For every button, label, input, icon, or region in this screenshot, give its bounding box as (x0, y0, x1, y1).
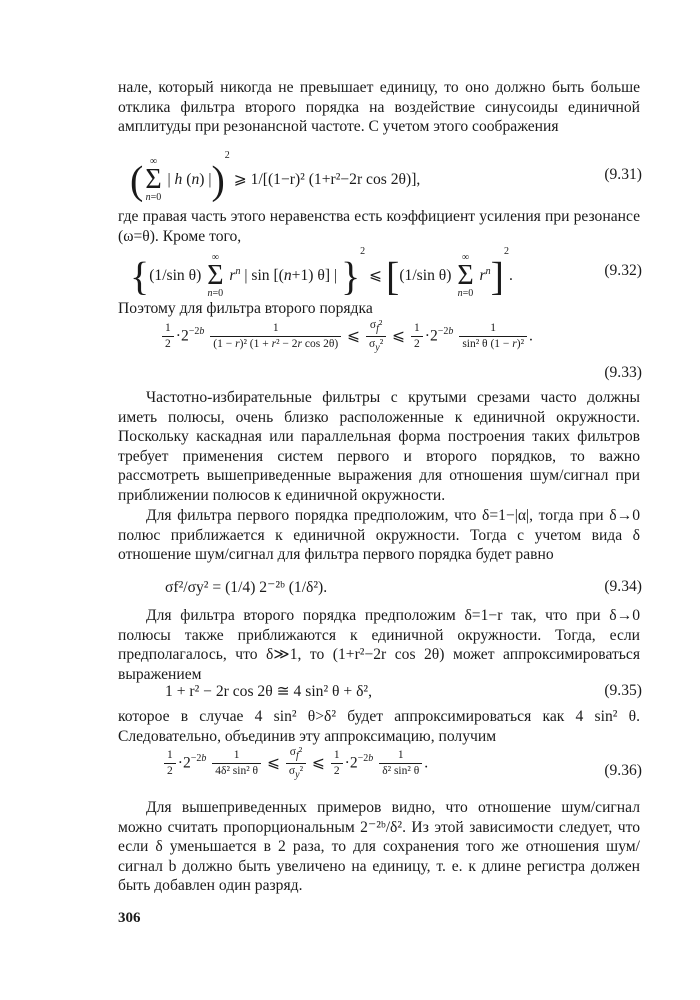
equation-number-9-31: (9.31) (604, 166, 642, 183)
equation-9-36: $\frac{1}{2}$ $\cdot 2^{-2b}$ $\frac{1}{\text{4δ² sin² θ}}$ ⩽ $\frac{\sigma_f^2}{\sigma_y^2}$ ⩽ $\frac{1}{2}$ $\cdot 2^{-2b}$ $\frac{1}{\text{δ² sin² θ}}$ . (162, 745, 428, 783)
paragraph-1: нале, который никогда не превышает единицу, то оно должно быть больше отклика фильтра второго порядка на воздействие синусоиды единичной амплитуды при резонансной частоте. С учетом этого соображения (118, 79, 640, 136)
paragraph-2: где правая часть этого неравенства есть коэффициент усиления при резонансе (ω=θ). Кроме того, (118, 208, 640, 245)
equation-number-9-33: (9.33) (604, 364, 642, 381)
paragraph-7: которое в случае 4 sin² θ>δ² будет аппроксимироваться как 4 sin² θ. Следовательно, объединив эту аппроксимацию, получим (118, 708, 640, 745)
equation-number-9-34: (9.34) (604, 578, 642, 595)
equation-9-35: 1 + r² − 2r cos 2θ ≅ 4 sin² θ + δ², (165, 683, 372, 700)
paragraph-6: Для фильтра второго порядка предположим δ=1−r так, что при δ→0 полюсы также приближаются к единичной окружности. Тогда, если предполагалось, что δ≫1, то (1+r²−2r cos 2θ) может аппроксимироваться выражением (118, 607, 640, 683)
equation-9-34: σf²/σy² = (1/4) 2⁻²ᵇ (1/δ²). (165, 579, 328, 596)
equation-number-9-36: (9.36) (604, 762, 642, 779)
paragraph-8: Для вышеприведенных примеров видно, что отношение шум/сигнал можно считать пропорциональным 2⁻²ᵇ/δ². Из этой зависимости следует, что если δ уменьшается в 2 раза, то для сохранения того же отношения шум/сигнал b должно быть увеличено на единицу, т. е. к длине регистра должен быть добавлен один разряд. (118, 799, 640, 895)
paragraph-3: Поэтому для фильтра второго порядка (118, 300, 373, 317)
equation-9-33: $\frac{1}{2}$ $\cdot 2^{-2b}$ $\frac{1}{\text{(1 − r)² (1 + r² − 2r cos 2θ)}}$ ⩽ $\frac{\sigma_f^2}{\sigma_y^2}$ ⩽ $\frac{1}{2}$ $\cdot 2^{-2b}$ $\frac{1}{\text{sin² θ (1 − r)²}}$ . (160, 318, 533, 356)
equation-number-9-32: (9.32) (604, 262, 642, 279)
paragraph-5: Для фильтра первого порядка предположим, что δ=1−|α|, тогда при δ→0 полюс приближается к единичной окружности. Тогда с учетом вида δ отношение шум/сигнал для фильтра первого порядка будет равно (118, 507, 640, 564)
equation-9-32: {(1/sin θ) ∞ Σ n=0 $r^n$ | sin [(n+1) θ] | }$^2$ ⩽ [(1/sin θ) ∞ Σ n=0 $r^n]^2$. (130, 246, 513, 300)
equation-number-9-35: (9.35) (604, 682, 642, 699)
eq-9-31-rhs: ⩾ 1/[(1−r)² (1+r²−2r cos 2θ)], (233, 171, 421, 188)
equation-9-31: ( ∞ Σ n=0 | h (n) |)$^2$ ⩾ 1/[(1−r)² (1+r²−2r cos 2θ)], (130, 150, 421, 204)
page-number: 306 (118, 910, 141, 926)
paragraph-4: Частотно-избирательные фильтры с крутыми срезами часто должны иметь полюсы, очень близко расположенные к единичной окружности. Поскольку каскадная или параллельная форма построения таких фильтров требует применения систем первого и второго порядков, то важно рассмотреть вышеприведенные выражения для отношения шум/сигнал при приближении полюсов к единичной окружности. (118, 389, 640, 504)
